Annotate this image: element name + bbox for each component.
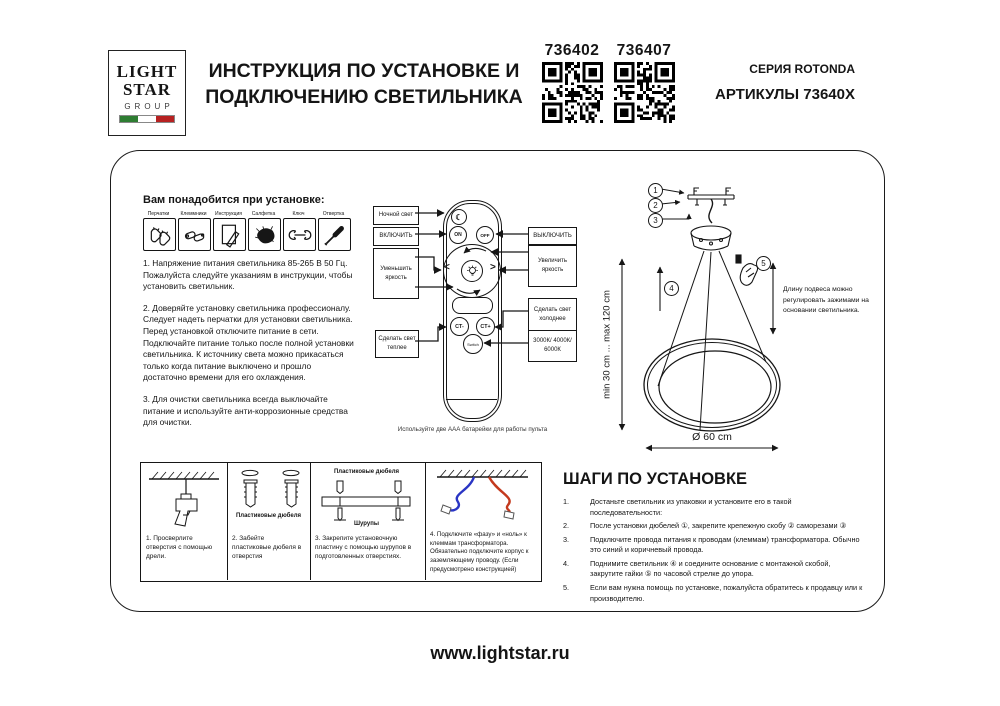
callout-5: 5	[756, 256, 771, 271]
battery-note: Используйте две ААА батарейки для работы пульта	[397, 426, 548, 433]
qr-code-icon	[542, 62, 603, 123]
tool-label: Отвертка	[322, 211, 345, 217]
tool-wrench	[283, 211, 314, 251]
article-number: 736402	[544, 42, 600, 59]
step-number: 3.	[563, 534, 570, 544]
height-dimension-label: min 30 cm ... max 120 cm	[601, 290, 613, 399]
step-item	[563, 521, 865, 532]
label-color-temps: 3000К/ 4000К/ 6000К	[528, 330, 577, 362]
off-button: OFF	[476, 226, 494, 244]
step-number: 1.	[563, 497, 570, 506]
tool-label: Перчатки	[147, 211, 170, 217]
step-text: Если вам нужна помощь по установке, пожалуйста обратитесь к продавцу или к производителю.	[590, 583, 863, 603]
step-item	[563, 535, 865, 556]
tool-label: Салфетка	[251, 211, 276, 217]
panel-caption-2: 2. Забейте пластиковые дюбеля в отверстия	[232, 535, 302, 561]
label-colder: Сделать свет холоднее	[528, 298, 577, 331]
label-turn-on: ВКЛЮЧИТЬ	[373, 227, 419, 246]
manual-icon	[213, 218, 246, 251]
tool-label: Инструкция	[215, 211, 242, 217]
ct-plus-button: CT+	[476, 317, 495, 336]
arrow-left-glyph: <	[444, 262, 450, 273]
italian-flag-stripe	[119, 115, 175, 123]
step-item	[563, 583, 865, 604]
wrench-icon	[283, 218, 316, 251]
terminals-icon	[178, 218, 211, 251]
tool-terminals	[178, 211, 209, 251]
tool-label: Клеммники	[180, 211, 207, 217]
articles-label: АРТИКУЛЫ 73640X	[715, 86, 855, 103]
label-brighten: Увеличить яркость	[528, 245, 577, 287]
tools-heading: Вам понадобится при установке:	[143, 194, 325, 206]
lightstar-logo	[108, 50, 186, 136]
tool-napkin	[248, 211, 279, 251]
tool-label: Ключ	[292, 211, 305, 217]
panel-caption-4: 4. Подключите «фазу» и «ноль» к клеммам трансформатора. Обязательно подключите корпус к заземляющему проводу. (Если предусмотрено конструкцией)	[430, 531, 529, 573]
website-url: www.lightstar.ru	[430, 643, 570, 663]
title-line-2: ПОДКЛЮЧЕНИЮ СВЕТИЛЬНИКА	[205, 86, 523, 109]
tool-manual	[213, 211, 244, 251]
qr-block-736407	[612, 42, 676, 123]
series-name: СЕРИЯ ROTONDA	[749, 62, 855, 76]
step-number: 5.	[563, 583, 570, 593]
logo-text: GROUP	[124, 101, 174, 111]
brightness-center-button	[461, 260, 483, 282]
logo-text: STAR	[122, 80, 172, 99]
napkin-icon	[248, 218, 281, 251]
warning-1: 1. Напряжение питания светильника 85-265 В 50 Гц. Пожалуйста следуйте указаниям в инструкции, чтобы установить светильник.	[143, 258, 353, 292]
page-title	[188, 58, 540, 111]
panel-label-screws: Шурупы	[354, 521, 379, 527]
steps-list	[563, 497, 865, 607]
label-dim: Уменьшить яркость	[373, 248, 419, 299]
step-number: 4.	[563, 558, 570, 568]
label-warmer: Сделать свет теплее	[375, 330, 419, 358]
article-number: 736407	[616, 42, 672, 59]
label-night-light: Ночной свет	[373, 206, 419, 225]
callout-1: 1	[648, 183, 663, 198]
callout-4: 4	[664, 281, 679, 296]
logo-text: LIGHT	[116, 62, 178, 82]
step-number: 2.	[563, 521, 570, 531]
bulb-icon	[466, 265, 479, 278]
moon-icon: ☾	[455, 212, 463, 222]
qr-code-icon	[614, 62, 675, 123]
title-line-1: ИНСТРУКЦИЯ ПО УСТАНОВКЕ И	[208, 60, 520, 82]
switch-button: Switch	[463, 334, 483, 354]
tool-gloves	[143, 211, 174, 251]
screwdriver-icon	[318, 218, 351, 251]
steps-heading: ШАГИ ПО УСТАНОВКЕ	[563, 470, 748, 488]
on-button: ON	[449, 226, 467, 244]
warning-2: 2. Доверяйте установку светильника профессионалу. Следует надеть перчатки для установки светильника. Перед установкой отключите питание в сети. Подключайте питание только после полной установки светильника. К источнику света можно прикасаться только когда питание выключено и прошло достаточно времени для его охлаждения.	[143, 302, 354, 383]
warning-3: 3. Для очистки светильника всегда выключайте питание и используйте анти-коррозионные средства для очистки.	[143, 393, 348, 428]
callout-2: 2	[648, 198, 663, 213]
step-text: Достаньте светильник из упаковки и установите его в такой последовательности:	[590, 497, 792, 517]
remote-bottom-line	[446, 399, 497, 400]
panel-caption-1: 1. Просверлите отверстия с помощью дрели.	[146, 535, 213, 561]
step-text: Поднимите светильник ④ и соедините основание с монтажной скобой, закрутите гайки ⑤ по часовой стрелке до упора.	[590, 558, 831, 579]
panel-caption-3: 3. Закрепите установочную пластину с помощью шурупов в подготовленных отверстиях.	[315, 535, 412, 561]
callout-3: 3	[648, 213, 663, 228]
panel-label-anchors: Пластиковые дюбеля	[235, 513, 302, 519]
label-turn-off: ВЫКЛЮЧИТЬ	[528, 227, 577, 245]
night-light-button	[451, 209, 467, 225]
step-text: Подключите провода питания к проводам (клеммам) трансформатора. Обычно это синий и коричневый провода.	[590, 534, 860, 555]
series-block	[690, 62, 855, 103]
blank-pill-button	[452, 297, 493, 314]
qr-block-736402	[540, 42, 604, 123]
step-text: После установки дюбелей ①, закрепите крепежную скобу ② саморезами ③	[590, 521, 847, 531]
diameter-dimension-label: Ø 60 cm	[692, 431, 732, 443]
arrow-right-glyph: >	[490, 262, 496, 273]
panel-label-anchors-top: Пластиковые дюбеля	[333, 469, 400, 475]
pendant-lamp-diagram	[600, 170, 885, 465]
suspension-adjust-note: Длину подвеса можно регулировать зажимами на основании светильника.	[783, 286, 869, 315]
safety-warnings	[143, 258, 354, 439]
gloves-icon	[143, 218, 176, 251]
ct-minus-button: CT-	[450, 317, 469, 336]
tool-screwdriver	[318, 211, 349, 251]
step-item	[563, 497, 865, 518]
step-item	[563, 559, 865, 580]
